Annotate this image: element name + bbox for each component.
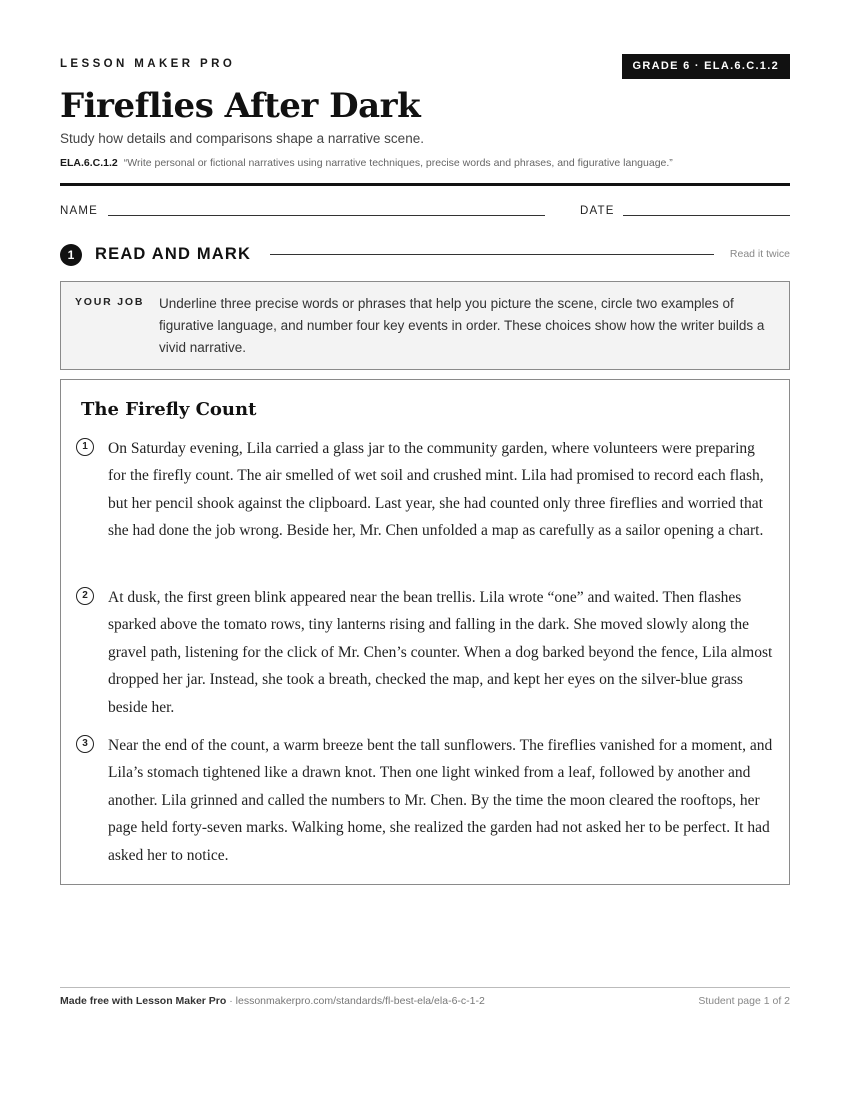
paragraph-text: At dusk, the first green blink appeared near the bean trellis. Lila wrote “one” and waited. Then flashes sparked above the tomato rows, tiny lanterns rising and falling in the dark. She moved slowly along the gravel path, listening for the click of Mr. Chen’s counter. When a dog barked beyond the fence, Lila almost dropped her jar. Instead, she took a breath, checked the map, and kept her eyes on the silver-blue grass beside her. [108, 589, 773, 716]
footer-url[interactable]: · lessonmakerpro.com/standards/fl-best-ela/ela-6-c-1-2 [226, 995, 485, 1007]
page-subtitle: Study how details and comparisons shape a narrative scene. [60, 131, 424, 146]
section-number-badge: 1 [60, 244, 82, 266]
standard-line [60, 157, 673, 169]
brand-name: LESSON MAKER PRO [60, 58, 236, 70]
instructions-text: Underline three precise words or phrases that help you picture the scene, circle two examples of figurative language, and number four key events in order. These choices show how the writer builds a vivid narrative. [159, 296, 765, 355]
section-note: Read it twice [729, 248, 790, 260]
story-title: The Firefly Count [81, 399, 257, 420]
footer-page-number: Student page 1 of 2 [698, 995, 790, 1007]
story-box [60, 379, 790, 885]
date-field[interactable] [623, 215, 790, 216]
instructions-box [60, 281, 790, 370]
standard-code: ELA.6.C.1.2 [60, 157, 118, 169]
paragraph-number-icon: 2 [76, 587, 94, 605]
date-label: DATE [580, 205, 615, 217]
grade-badge: GRADE 6 · ELA.6.C.1.2 [622, 54, 791, 79]
name-field[interactable] [108, 215, 545, 216]
standard-text: “Write personal or fictional narratives using narrative techniques, precise words and phrases, and figurative language.” [123, 157, 673, 169]
paragraph-number-icon: 1 [76, 438, 94, 456]
paragraph-text: On Saturday evening, Lila carried a glass jar to the community garden, where volunteers were preparing for the firefly count. The air smelled of wet soil and crushed mint. Lila had promised to record each flash, but her pencil shook against the clipboard. Last year, she had counted only three fireflies and worried that she had done the job wrong. Beside her, Mr. Chen unfolded a map as carefully as a sailor opening a chart. [108, 440, 764, 540]
footer-brand: Made free with Lesson Maker Pro [60, 995, 227, 1007]
header-divider [60, 183, 790, 186]
section-title: READ AND MARK [95, 245, 252, 263]
instructions-label: YOUR JOB [75, 296, 145, 308]
name-label: NAME [60, 205, 99, 217]
paragraph-number-icon: 3 [76, 735, 94, 753]
page-title: Fireflies After Dark [60, 86, 421, 126]
worksheet-page [60, 0, 790, 1100]
footer-divider [60, 987, 790, 988]
section-rule [270, 254, 714, 255]
paragraph-text: Near the end of the count, a warm breeze bent the tall sunflowers. The fireflies vanished for a moment, and Lila’s stomach tightened like a drawn knot. Then one light winked from a leaf, followed by another and another. Lila grinned and called the numbers to Mr. Chen. By the time the moon cleared the rooftops, her page held forty-seven marks. Walking home, she realized the garden had not asked her to be perfect. It had asked her to notice. [108, 737, 773, 864]
footer-credit [60, 995, 485, 1007]
